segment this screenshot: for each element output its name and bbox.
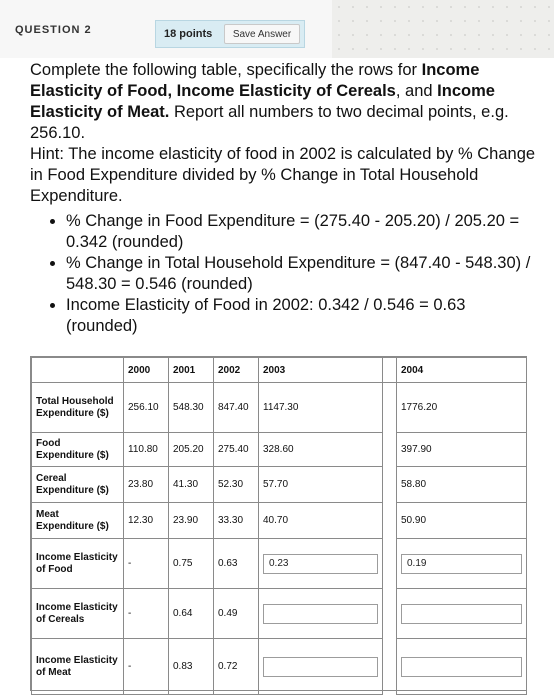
row-label: Income Elasticity of Meat <box>32 639 124 695</box>
elasticity-meat-2004-input[interactable] <box>401 657 522 677</box>
table-cell: 1776.20 <box>397 383 527 433</box>
table-cell: 256.10 <box>124 383 169 433</box>
bullet-item: • % Change in Total Household Expenditure = (847.40 - 548.30) / 548.30 = 0.546 (rounded) <box>66 253 540 295</box>
table-cell: 41.30 <box>169 467 214 503</box>
question-header <box>0 0 332 59</box>
table-cell: 847.40 <box>214 383 259 433</box>
spacer-cell <box>383 383 397 433</box>
table-cell: 33.30 <box>214 503 259 539</box>
header-cell <box>383 358 397 383</box>
row-label: Income Elasticity of Cereals <box>32 589 124 639</box>
table-cell: 12.30 <box>124 503 169 539</box>
header-cell: 2000 <box>124 358 169 383</box>
table-cell: 0.49 <box>214 589 259 639</box>
spacer-cell <box>383 589 397 639</box>
spacer-cell <box>383 503 397 539</box>
data-table-container <box>30 356 527 691</box>
instruction-text: Report all numbers to two decimal points, e.g. 256.10. <box>30 103 509 142</box>
table-cell: 23.80 <box>124 467 169 503</box>
table-row <box>32 433 527 467</box>
header-cell: 2003 <box>259 358 383 383</box>
header-cell: 2001 <box>169 358 214 383</box>
table-cell: 205.20 <box>169 433 214 467</box>
table-cell: 0.75 <box>169 539 214 589</box>
spacer-cell <box>383 467 397 503</box>
points-label: 18 points <box>164 28 213 40</box>
spacer-cell <box>383 539 397 589</box>
table-header-row <box>32 358 527 383</box>
table-cell: 328.60 <box>259 433 383 467</box>
header-cell: 2004 <box>397 358 527 383</box>
table-row <box>32 503 527 539</box>
save-answer-button[interactable]: Save Answer <box>224 24 300 44</box>
table-cell <box>397 639 527 695</box>
table-cell: 0.64 <box>169 589 214 639</box>
instructions <box>30 58 540 337</box>
table-cell: 23.90 <box>169 503 214 539</box>
row-label: Meat Expenditure ($) <box>32 503 124 539</box>
table-cell: 50.90 <box>397 503 527 539</box>
table-cell: 0.63 <box>214 539 259 589</box>
table-cell: - <box>124 589 169 639</box>
table-cell <box>259 539 383 589</box>
table-cell: - <box>124 639 169 695</box>
table-row <box>32 539 527 589</box>
instruction-text: , and <box>395 82 438 100</box>
row-label: Total Household Expenditure ($) <box>32 383 124 433</box>
table-cell <box>397 589 527 639</box>
instruction-bold-text: Income Elasticity of Food, Income Elasticity of Cereals <box>30 61 480 100</box>
table-cell: 57.70 <box>259 467 383 503</box>
instruction-bold-text: Income Elasticity of Meat. <box>30 82 495 121</box>
elasticity-meat-2003-input[interactable] <box>263 657 378 677</box>
table-cell: 0.72 <box>214 639 259 695</box>
table-cell: 397.90 <box>397 433 527 467</box>
header-cell: 2002 <box>214 358 259 383</box>
table-cell: 40.70 <box>259 503 383 539</box>
hint-bullets <box>30 211 540 337</box>
table-cell: 275.40 <box>214 433 259 467</box>
elasticity-cereals-2003-input[interactable] <box>263 604 378 624</box>
bullet-item: • % Change in Food Expenditure = (275.40 - 205.20) / 205.20 = 0.342 (rounded) <box>66 211 540 253</box>
table-cell <box>397 539 527 589</box>
header-cell <box>32 358 124 383</box>
question-title: QUESTION 2 <box>15 24 92 36</box>
spacer-cell <box>383 639 397 695</box>
row-label: Cereal Expenditure ($) <box>32 467 124 503</box>
elasticity-food-2004-input[interactable] <box>401 554 522 574</box>
bullet-item: • Income Elasticity of Food in 2002: 0.342 / 0.546 = 0.63 (rounded) <box>66 295 540 337</box>
data-table <box>31 357 527 695</box>
instruction-paragraph <box>30 60 540 144</box>
table-cell: 1147.30 <box>259 383 383 433</box>
table-cell: 110.80 <box>124 433 169 467</box>
table-row <box>32 589 527 639</box>
table-row <box>32 383 527 433</box>
table-cell <box>259 639 383 695</box>
spacer-cell <box>383 433 397 467</box>
table-cell: 52.30 <box>214 467 259 503</box>
table-cell <box>259 589 383 639</box>
instruction-text: Complete the following table, specifically the rows for <box>30 61 422 79</box>
row-label: Income Elasticity of Food <box>32 539 124 589</box>
hint-paragraph: Hint: The income elasticity of food in 2002 is calculated by % Change in Food Expenditure divided by % Change in Total Household Expenditure. <box>30 145 536 205</box>
elasticity-cereals-2004-input[interactable] <box>401 604 522 624</box>
elasticity-food-2003-input[interactable] <box>263 554 378 574</box>
table-cell: - <box>124 539 169 589</box>
table-row <box>32 639 527 695</box>
row-label: Food Expenditure ($) <box>32 433 124 467</box>
table-cell: 548.30 <box>169 383 214 433</box>
table-cell: 0.83 <box>169 639 214 695</box>
points-box <box>155 20 305 48</box>
table-cell: 58.80 <box>397 467 527 503</box>
table-row <box>32 467 527 503</box>
